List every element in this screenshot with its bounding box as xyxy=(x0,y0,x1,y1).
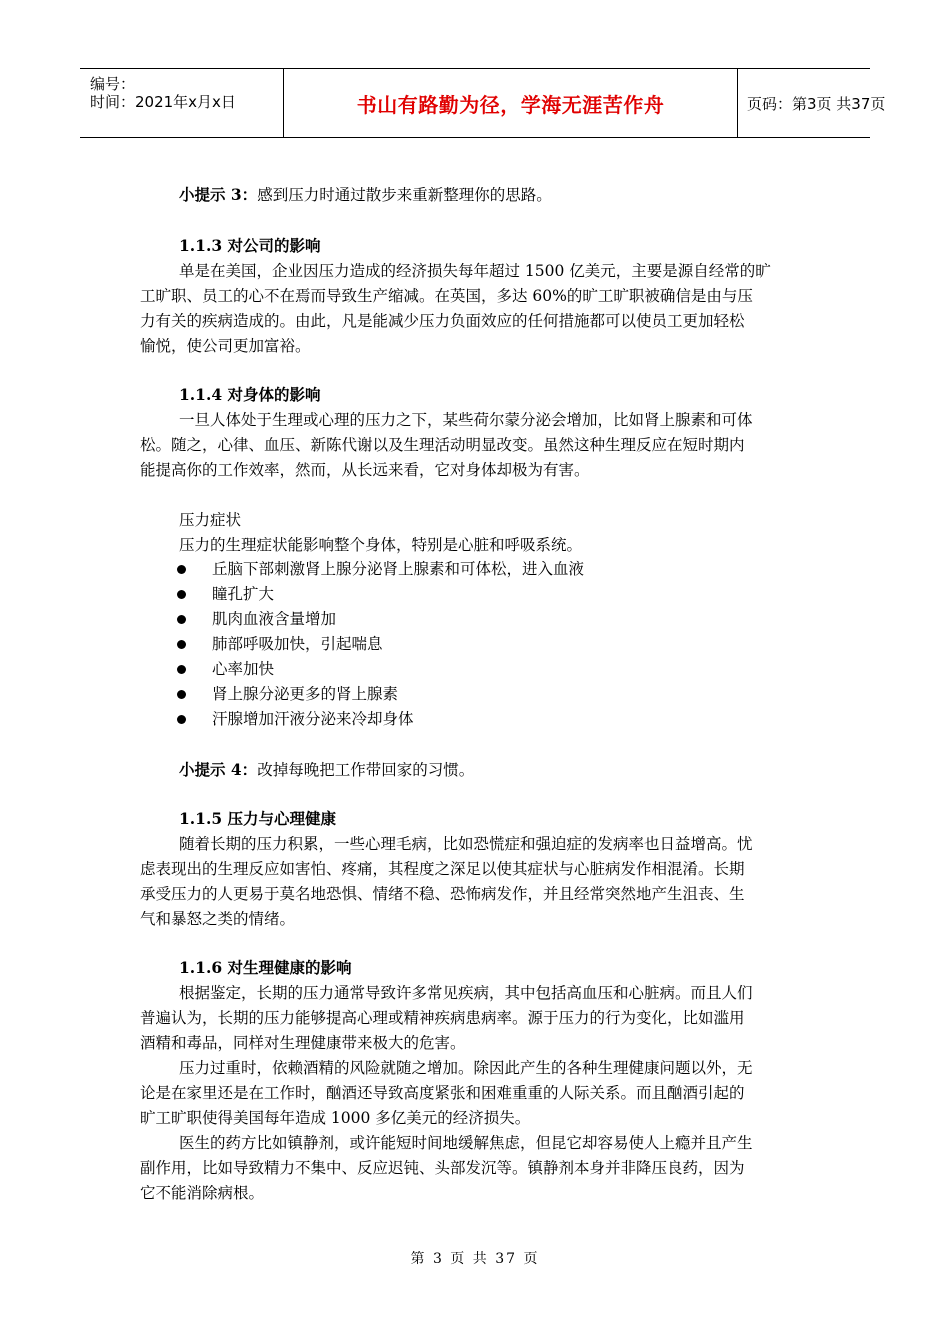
section-heading-1-1-3: 1.1.3 对公司的影响 xyxy=(179,236,321,255)
paragraph-line: 松。随之，心律、血压、新陈代谢以及生理活动明显改变。虽然这种生理反应在短时期内 xyxy=(140,436,745,454)
tip-4 xyxy=(179,760,474,780)
paragraph-line: 论是在家里还是在工作时，酗酒还导致高度紧张和困难重重的人际关系。而且酗酒引起的 xyxy=(140,1084,745,1102)
bullet-icon xyxy=(177,565,186,574)
list-item-text: 瞳孔扩大 xyxy=(212,585,275,603)
document-date-label: 时间：2021年x月x日 xyxy=(90,93,236,111)
paragraph-line: 工旷职、员工的心不在焉而导致生产缩减。在英国，多达 60%的旷工旷职被确信是由与压 xyxy=(140,287,753,305)
page-footer: 第 3 页 共 37 页 xyxy=(410,1251,540,1267)
list-item-text: 丘脑下部刺激肾上腺分泌肾上腺素和可体松，进入血液 xyxy=(212,560,585,578)
paragraph-line: 酒精和毒品，同样对生理健康带来极大的危害。 xyxy=(140,1034,466,1052)
list-item-text: 汗腺增加汗液分泌来冷却身体 xyxy=(212,710,414,728)
document-number-label: 编号： xyxy=(90,75,136,93)
paragraph-line: 副作用，比如导致精力不集中、反应迟钝、头部发沉等。镇静剂本身并非降压良药，因为 xyxy=(140,1159,745,1177)
paragraph-line: 随着长期的压力积累，一些心理毛病，比如恐慌症和强迫症的发病率也日益增高。忧 xyxy=(179,835,753,853)
header-motto-cell xyxy=(283,69,738,137)
paragraph-line: 一旦人体处于生理或心理的压力之下，某些荷尔蒙分泌会增加，比如肾上腺素和可体 xyxy=(179,411,753,429)
symptoms-title: 压力症状 xyxy=(179,511,242,529)
bullet-icon xyxy=(177,715,186,724)
paragraph-line: 普遍认为，长期的压力能够提高心理或精神疾病患病率。源于压力的行为变化，比如滥用 xyxy=(140,1009,745,1027)
list-item-text: 肺部呼吸加快，引起喘息 xyxy=(212,635,383,653)
paragraph-line: 压力过重时，依赖酒精的风险就随之增加。除因此产生的各种生理健康问题以外，无 xyxy=(179,1059,753,1077)
paragraph-line: 愉悦，使公司更加富裕。 xyxy=(140,337,311,355)
paragraph-line: 旷工旷职使得美国每年造成 1000 多亿美元的经济损失。 xyxy=(140,1109,531,1127)
paragraph-line: 它不能消除病根。 xyxy=(140,1184,265,1202)
paragraph-line: 承受压力的人更易于莫名地恐惧、情绪不稳、恐怖病发作，并且经常突然地产生沮丧、生 xyxy=(140,885,745,903)
bullet-icon xyxy=(177,665,186,674)
tip-text: 感到压力时通过散步来重新整理你的思路。 xyxy=(257,186,552,204)
tip-text: 改掉每晚把工作带回家的习惯。 xyxy=(257,761,475,779)
bullet-icon xyxy=(177,690,186,699)
bullet-icon xyxy=(177,640,186,649)
paragraph-line: 力有关的疾病造成的。由此，凡是能减少压力负面效应的任何措施都可以使员工更加轻松 xyxy=(140,312,745,330)
section-heading-1-1-6: 1.1.6 对生理健康的影响 xyxy=(179,958,352,977)
section-heading-1-1-5: 1.1.5 压力与心理健康 xyxy=(179,809,337,828)
header-motto: 书山有路勤为径，学海无涯苦作舟 xyxy=(356,92,665,117)
paragraph-line: 医生的药方比如镇静剂，或许能短时间地缓解焦虑，但昆它却容易使人上瘾并且产生 xyxy=(179,1134,753,1152)
header-page-info: 页码：第3页 共37页 xyxy=(747,94,886,113)
page-header xyxy=(80,68,886,138)
paragraph-line: 单是在美国，企业因压力造成的经济损失每年超过 1500 亿美元，主要是源自经常的旷 xyxy=(179,262,771,280)
list-item-text: 心率加快 xyxy=(212,660,275,678)
paragraph-line: 虑表现出的生理反应如害怕、疼痛，其程度之深足以使其症状与心脏病发作相混淆。长期 xyxy=(140,860,745,878)
tip-label: 小提示 3： xyxy=(179,185,258,204)
bullet-icon xyxy=(177,590,186,599)
list-item-text: 肾上腺分泌更多的肾上腺素 xyxy=(212,685,399,703)
tip-3 xyxy=(179,185,552,205)
header-page-cell xyxy=(737,69,886,137)
symptoms-intro: 压力的生理症状能影响整个身体，特别是心脏和呼吸系统。 xyxy=(179,536,583,554)
tip-label: 小提示 4： xyxy=(179,760,258,779)
list-item-text: 肌肉血液含量增加 xyxy=(212,610,337,628)
section-heading-1-1-4: 1.1.4 对身体的影响 xyxy=(179,385,321,404)
paragraph-line: 根据鉴定，长期的压力通常导致许多常见疾病，其中包括高血压和心脏病。而且人们 xyxy=(179,984,753,1002)
bullet-icon xyxy=(177,615,186,624)
paragraph-line: 能提高你的工作效率，然而，从长远来看，它对身体却极为有害。 xyxy=(140,461,590,479)
header-meta-cell xyxy=(80,69,283,137)
paragraph-line: 气和暴怒之类的情绪。 xyxy=(140,910,296,928)
